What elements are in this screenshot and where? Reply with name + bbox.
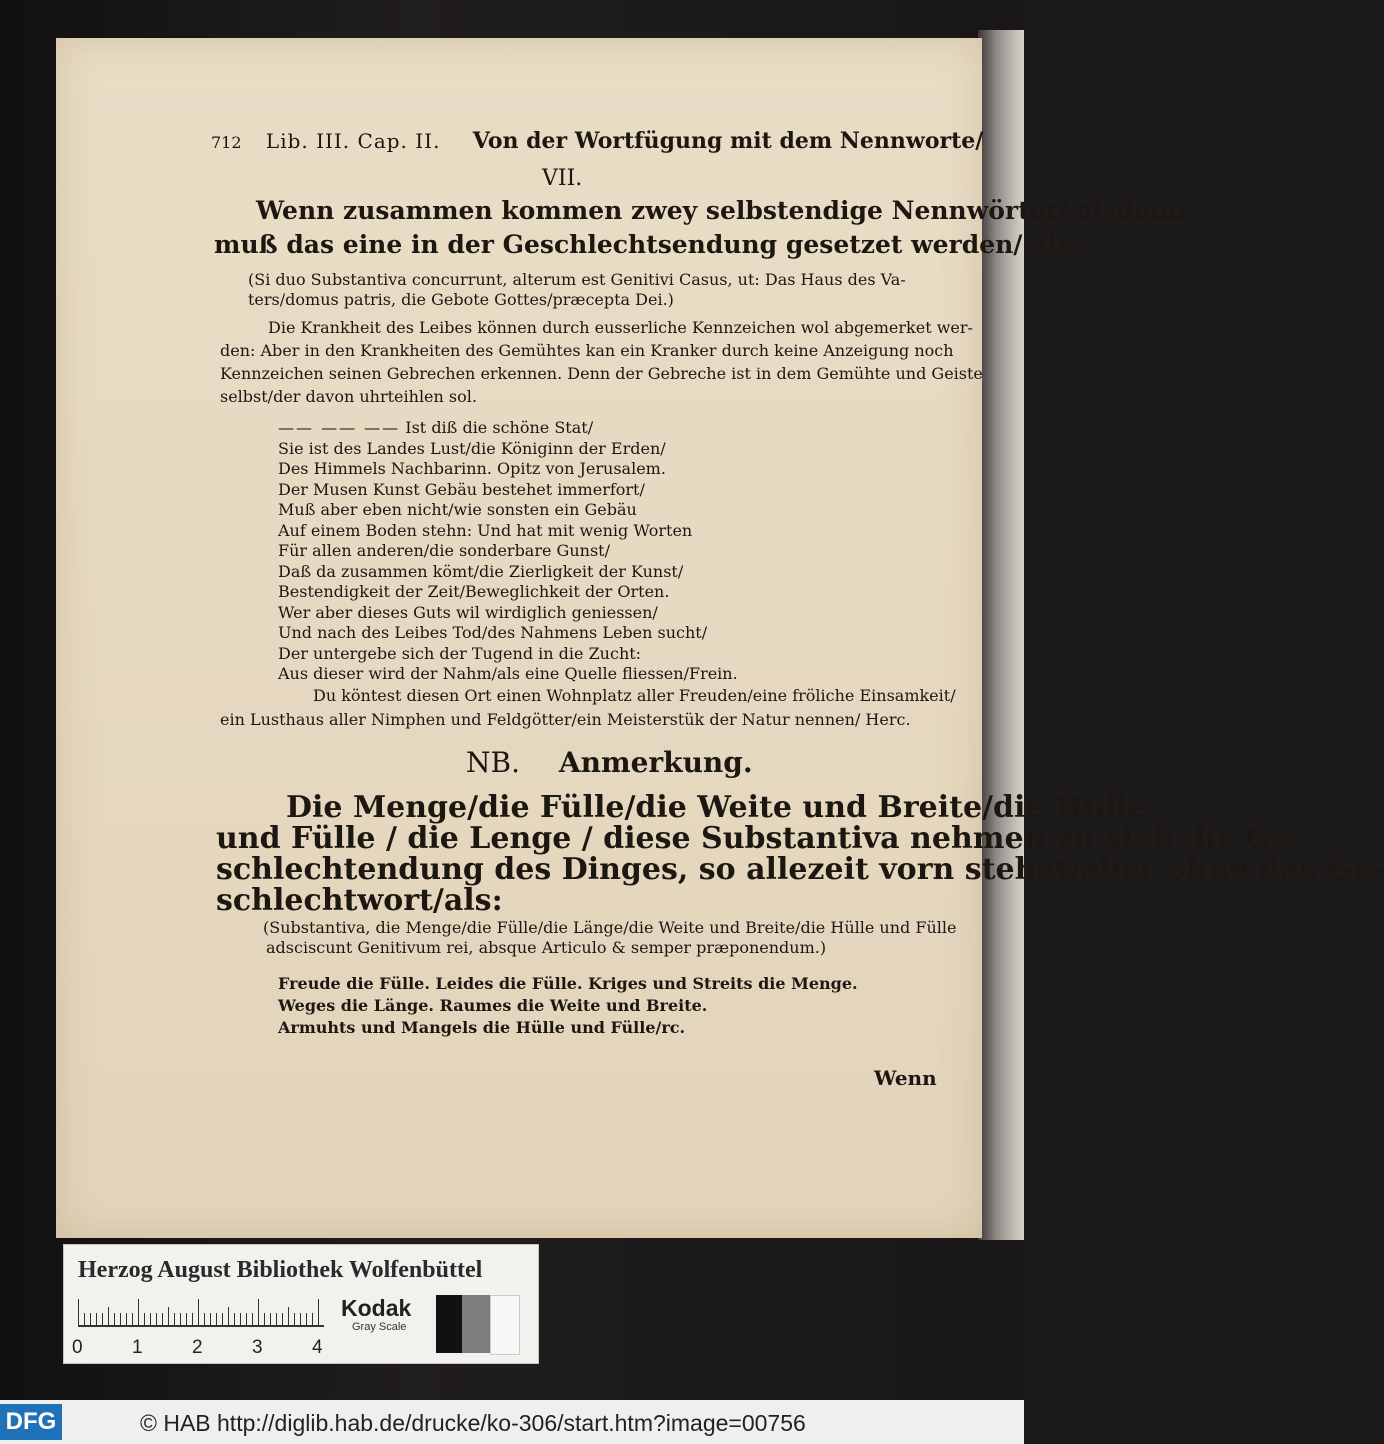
ruler-tick (168, 1307, 169, 1325)
prose-line: Kennzeichen seinen Gebrechen erkennen. Denn der Gebreche ist in dem Gemühte und Geiste (220, 364, 983, 383)
verse-line: Und nach des Leibes Tod/des Nahmens Leben sucht/ (278, 623, 708, 642)
note-rule-line: und Fülle / die Lenge / diese Substantiva nehmen zu sich die Ge- (216, 821, 1304, 856)
ruler-tick (78, 1299, 79, 1325)
gray-patch-white (490, 1295, 520, 1355)
prose-line: den: Aber in den Krankheiten des Gemühtes kan ein Kranker durch keine Anzeigung noch (220, 341, 954, 360)
ruler-tick (102, 1313, 103, 1325)
verse-line: Bestendigkeit der Zeit/Beweglichkeit der Orten. (278, 582, 670, 601)
ruler-tick (252, 1313, 253, 1325)
ruler-tick (120, 1313, 121, 1325)
nb-heading (466, 746, 753, 779)
ruler-tick (150, 1313, 151, 1325)
section-number: VII. (542, 166, 583, 191)
library-name: Herzog August Bibliothek Wolfenbüttel (78, 1257, 483, 1283)
rule-line: Wenn zusammen kommen zwey selbstendige Nennwörter/ alsdenn (256, 196, 1187, 225)
dfg-logo: DFG (0, 1404, 62, 1440)
ruler-tick (288, 1307, 289, 1325)
gray-scale-label: Gray Scale (352, 1321, 407, 1333)
chapter-label: Lib. III. Cap. II. (265, 129, 441, 153)
note-rule-line: schlechtwort/als: (216, 883, 503, 918)
note-rule-line: schlechtendung des Dinges, so allezeit vorn stehet/aber ohne das Ge- (216, 852, 1384, 887)
ruler-tick (84, 1313, 85, 1325)
page-number: 712 (211, 133, 242, 152)
kodak-logo: Kodak (341, 1295, 412, 1321)
verse-line: Für allen anderen/die sonderbare Gunst/ (278, 541, 610, 560)
ruler-tick (300, 1313, 301, 1325)
ruler-tick (126, 1313, 127, 1325)
example-line: Armuhts und Mangels die Hülle und Fülle/rc. (278, 1018, 686, 1037)
footer-bar (0, 1400, 1024, 1444)
book-page (56, 38, 1384, 1238)
ruler-tick (228, 1307, 229, 1325)
ruler-tick (294, 1313, 295, 1325)
ruler-number: 4 (312, 1337, 323, 1358)
ruler-tick (114, 1313, 115, 1325)
verse-line: Sie ist des Landes Lust/die Königinn der Erden/ (278, 439, 666, 458)
verse-line: Daß da zusammen kömt/die Zierligkeit der Kunst/ (278, 562, 684, 581)
verse-line: Der Musen Kunst Gebäu bestehet immerfort/ (278, 480, 645, 499)
latin-gloss-line: ters/domus patris, die Gebote Gottes/præcepta Dei.) (248, 290, 674, 309)
prose-line: selbst/der davon uhrteihlen sol. (220, 387, 477, 406)
ruler-tick (210, 1313, 211, 1325)
copyright-url[interactable]: © HAB http://diglib.hab.de/drucke/ko-306/start.htm?image=00756 (140, 1410, 806, 1436)
ruler-tick (138, 1299, 139, 1325)
ruler-tick (246, 1313, 247, 1325)
ruler-tick (96, 1313, 97, 1325)
rule-line: muß das eine in der Geschlechtsendung gesetzet werden/ als: (214, 230, 1081, 259)
ruler-tick (276, 1313, 277, 1325)
verse-line: Wer aber dieses Guts wil wirdiglich geniessen/ (278, 603, 658, 622)
ruler-tick (162, 1313, 163, 1325)
verse-line: Auf einem Boden stehn: Und hat mit wenig Worten (278, 521, 693, 540)
ruler-tick (144, 1313, 145, 1325)
ruler-tick (240, 1313, 241, 1325)
ruler-tick (258, 1299, 259, 1325)
ruler-tick (108, 1307, 109, 1325)
ruler-tick (198, 1299, 199, 1325)
ruler-tick (174, 1313, 175, 1325)
verse-line (278, 418, 593, 437)
ruler-scale (78, 1299, 324, 1327)
nb-label: NB. (466, 746, 520, 779)
note-heading: Anmerkung. (558, 746, 753, 779)
ruler-tick (312, 1313, 313, 1325)
verse-line: Der untergebe sich der Tugend in die Zucht: (278, 644, 642, 663)
example-line: Weges die Länge. Raumes die Weite und Breite. (278, 996, 708, 1015)
ruler-tick (132, 1313, 133, 1325)
ruler-tick (216, 1313, 217, 1325)
ruler-tick (186, 1313, 187, 1325)
ruler-number: 1 (132, 1337, 143, 1358)
ruler-tick (306, 1313, 307, 1325)
ruler-tick (180, 1313, 181, 1325)
prose-line: Du köntest diesen Ort einen Wohnplatz aller Freuden/eine fröliche Einsamkeit/ (313, 686, 956, 705)
latin-gloss-line: (Si duo Substantiva concurrunt, alterum est Genitivi Casus, ut: Das Haus des Va- (248, 270, 906, 289)
running-header (211, 128, 983, 154)
verse-line: Muß aber eben nicht/wie sonsten ein Gebäu (278, 500, 637, 519)
verse-line: Des Himmels Nachbarinn. Opitz von Jerusalem. (278, 459, 666, 478)
ruler-number: 0 (72, 1337, 83, 1358)
ruler-tick (318, 1299, 319, 1325)
ruler-number: 3 (252, 1337, 263, 1358)
note-rule-line: Die Menge/die Fülle/die Weite und Breite/die Hülle (286, 790, 1147, 825)
verse-line: Aus dieser wird der Nahm/als eine Quelle fliessen/Frein. (278, 664, 738, 683)
ruler-tick (282, 1313, 283, 1325)
gray-patch-mid (462, 1295, 490, 1353)
ruler-tick (156, 1313, 157, 1325)
running-title: Von der Wortfügung mit dem Nennworte/ (472, 128, 984, 154)
gray-patch-black (436, 1295, 462, 1353)
ruler-tick (90, 1313, 91, 1325)
example-line: Freude die Fülle. Leides die Fülle. Kriges und Streits die Menge. (278, 974, 858, 993)
ruler-tick (192, 1313, 193, 1325)
library-color-bar (63, 1244, 539, 1364)
ruler-tick (270, 1313, 271, 1325)
prose-line: Die Krankheit des Leibes können durch eusserliche Kennzeichen wol abgemerket wer- (268, 318, 973, 337)
prose-line: ein Lusthaus aller Nimphen und Feldgötter/ein Meisterstük der Natur nennen/ Herc. (220, 710, 911, 729)
latin-gloss-line: (Substantiva, die Menge/die Fülle/die Länge/die Weite und Breite/die Hülle und Fülle (263, 918, 957, 937)
ruler-number: 2 (192, 1337, 203, 1358)
latin-gloss-line: adsciscunt Genitivum rei, absque Articulo & semper præponendum.) (266, 938, 827, 957)
ruler-tick (222, 1313, 223, 1325)
verse-text: Ist diß die schöne Stat/ (405, 418, 594, 437)
verse-dashes: —— —— —— (278, 418, 401, 437)
ruler-tick (234, 1313, 235, 1325)
ruler-tick (264, 1313, 265, 1325)
catchword: Wenn (874, 1066, 937, 1090)
ruler-tick (204, 1313, 205, 1325)
